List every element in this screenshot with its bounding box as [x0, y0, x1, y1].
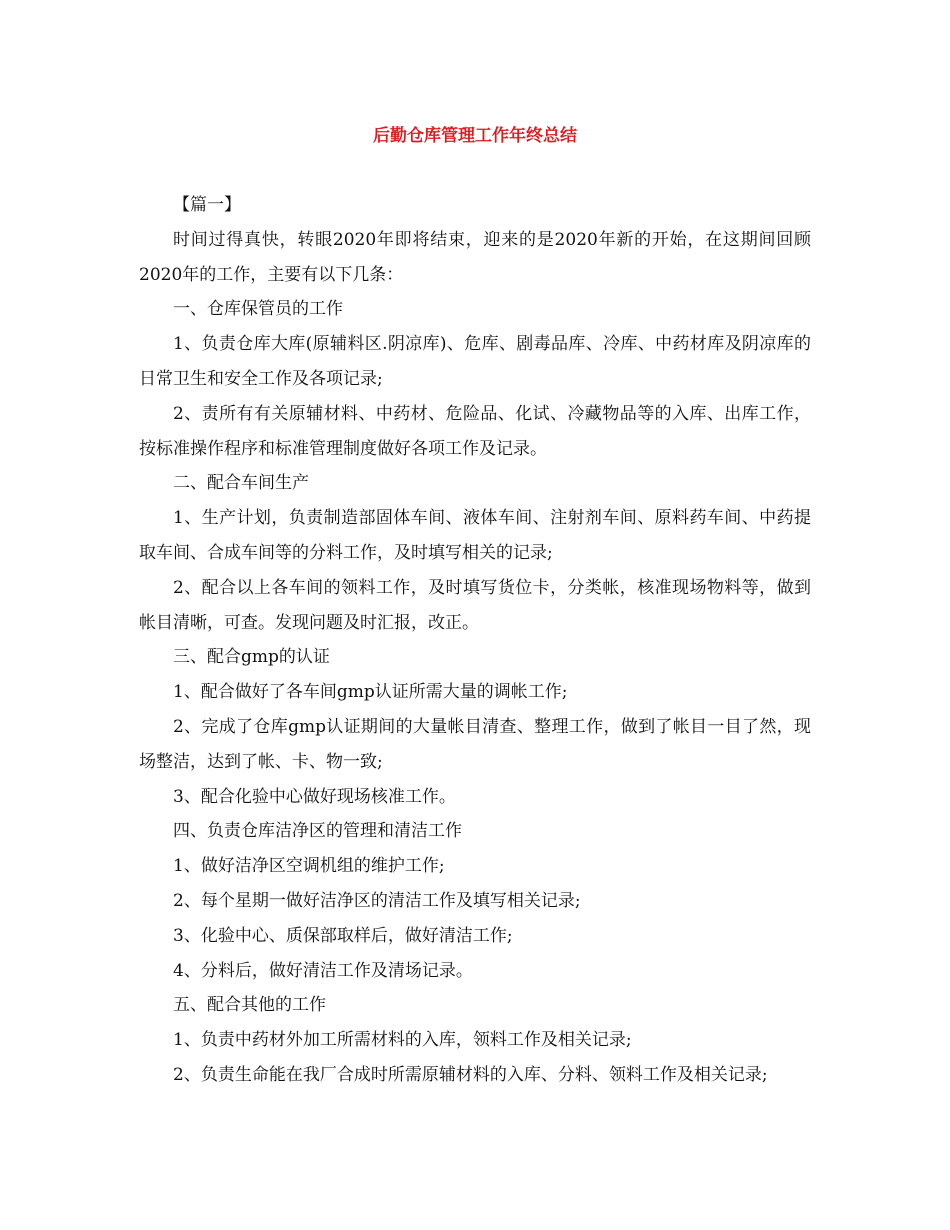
- list-item: 1、生产计划，负责制造部固体车间、液体车间、注射剂车间、原料药车间、中药提取车间、合成车间等的分料工作，及时填写相关的记录;: [139, 508, 811, 563]
- document-title: 后勤仓库管理工作年终总结: [373, 126, 577, 146]
- list-item: 2、完成了仓库gmp认证期间的大量帐目清查、整理工作，做到了帐目一目了然，现场整洁，达到了帐、卡、物一致;: [139, 716, 811, 772]
- list-item: 3、配合化验中心做好现场核准工作。: [173, 786, 456, 807]
- list-item: 1、负责中药材外加工所需材料的入库，领料工作及相关记录;: [173, 1030, 632, 1051]
- intro-paragraph: 时间过得真快，转眼2020年即将结束，迎来的是2020年新的开始，在这期间回顾2020年的工作，主要有以下几条：: [139, 229, 811, 285]
- heading-5: 五、配合其他的工作: [173, 995, 326, 1016]
- list-item: 2、负责生命能在我厂合成时所需原辅材料的入库、分料、领料工作及相关记录;: [173, 1064, 768, 1085]
- list-item: 3、化验中心、质保部取样后，做好清洁工作;: [173, 925, 513, 946]
- list-item: 2、每个星期一做好洁净区的清洁工作及填写相关记录;: [173, 890, 581, 911]
- section-label: 【篇一】: [173, 195, 241, 215]
- list-item: 1、配合做好了各车间gmp认证所需大量的调帐工作;: [173, 682, 568, 703]
- heading-3: 三、配合gmp的认证: [173, 647, 330, 668]
- list-item: 1、负责仓库大库(原辅料区.阴凉库)、危库、剧毒品库、冷库、中药材库及阴凉库的日常卫生和安全工作及各项记录;: [139, 334, 811, 389]
- list-item: 2、配合以上各车间的领料工作，及时填写货位卡，分类帐，核准现场物料等，做到帐目清晰，可查。发现问题及时汇报，改正。: [139, 577, 811, 633]
- heading-2: 二、配合车间生产: [173, 473, 309, 494]
- list-item: 4、分料后，做好清洁工作及清场记录。: [173, 960, 473, 981]
- list-item: 1、做好洁净区空调机组的维护工作;: [173, 856, 445, 877]
- heading-1: 一、仓库保管员的工作: [173, 299, 343, 320]
- heading-4: 四、负责仓库洁净区的管理和清洁工作: [173, 821, 462, 842]
- document-body: [139, 188, 811, 1093]
- list-item: 2、责所有有关原辅材料、中药材、危险品、化试、冷藏物品等的入库、出库工作，按标准操作程序和标准管理制度做好各项工作及记录。: [139, 403, 811, 459]
